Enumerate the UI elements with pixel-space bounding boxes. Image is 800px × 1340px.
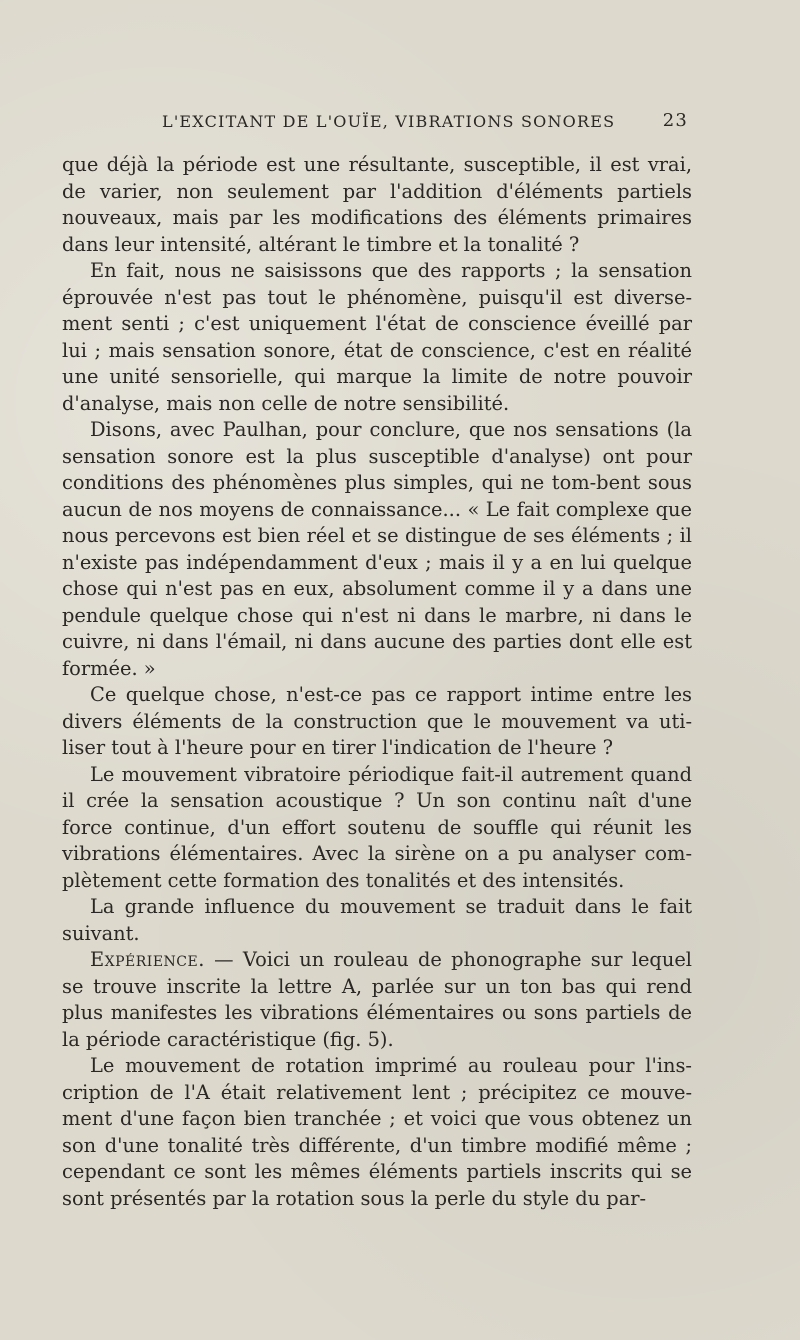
- running-head-title: L'EXCITANT DE L'OUÏE, VIBRATIONS SONORES: [162, 112, 616, 131]
- paragraph-3: Disons, avec Paulhan, pour conclure, que nos sensations (la sensation sonore est la plus susceptible d'analyse) ont pour conditions des phénomènes plus simples, qui ne tom-bent sous aucun de nos moyens de connaissance... « Le fait complexe que nous percevons est bien réel et se distingue de ses éléments ; il n'existe pas indépendamment d'eux ; mais il y a en lui quelque chose qui n'est pas en eux, absolument comme il y a dans une pendule quelque chose qui n'est ni dans le marbre, ni dans le cuivre, ni dans l'émail, ni dans aucune des parties dont elle est formée. »: [62, 418, 692, 680]
- page-body: [62, 152, 692, 1212]
- paragraph-6: La grande influence du mouvement se traduit dans le fait suivant.: [62, 895, 692, 945]
- paragraph-experience: [62, 947, 692, 1053]
- page-number: 23: [662, 110, 688, 131]
- running-head: [62, 112, 692, 140]
- paragraph-5: Le mouvement vibratoire périodique fait-il autrement quand il crée la sensation acoustique ? Un son continu naît d'une force continue, d'un effort soutenu de souffle qui réunit les vibrations élémentaires. Avec la sirène on a pu analyser com-plètement cette formation des tonalités et des intensités.: [62, 762, 692, 892]
- paragraph-1: que déjà la période est une résultante, susceptible, il est vrai, de varier, non seulement par l'addition d'éléments partiels nouveaux, mais par les modifications des éléments primaires dans leur intensité, altérant le timbre et la tonalité ?: [62, 153, 692, 256]
- experience-text: — Voici un rouleau de phonographe sur lequel se trouve inscrite la lettre A, parlée sur un ton bas qui rend plus manifestes les vibrations élémentaires ou sons partiels de la période caractéristique (fig. 5).: [62, 948, 692, 1051]
- book-page: [62, 112, 692, 1212]
- paragraph-2: En fait, nous ne saisissons que des rapports ; la sensation éprouvée n'est pas tout le phénomène, puisqu'il est diverse-ment senti ; c'est uniquement l'état de conscience éveillé par lui ; mais sensation sonore, état de conscience, c'est en réalité une unité sensorielle, qui marque la limite de notre pouvoir d'analyse, mais non celle de notre sensibilité.: [62, 259, 692, 415]
- experience-label: Expérience.: [90, 948, 205, 971]
- paragraph-last: Le mouvement de rotation imprimé au rouleau pour l'ins-cription de l'A était relativement lent ; précipitez ce mouve-ment d'une façon bien tranchée ; et voici que vous obtenez un son d'une tonalité très différente, d'un timbre modifié même ; cependant ce sont les mêmes éléments partiels inscrits qui se sont présentés par la rotation sous la perle du style du par-: [62, 1054, 692, 1210]
- paragraph-4: Ce quelque chose, n'est-ce pas ce rapport intime entre les divers éléments de la construction que le mouvement va uti-liser tout à l'heure pour en tirer l'indication de l'heure ?: [62, 683, 692, 759]
